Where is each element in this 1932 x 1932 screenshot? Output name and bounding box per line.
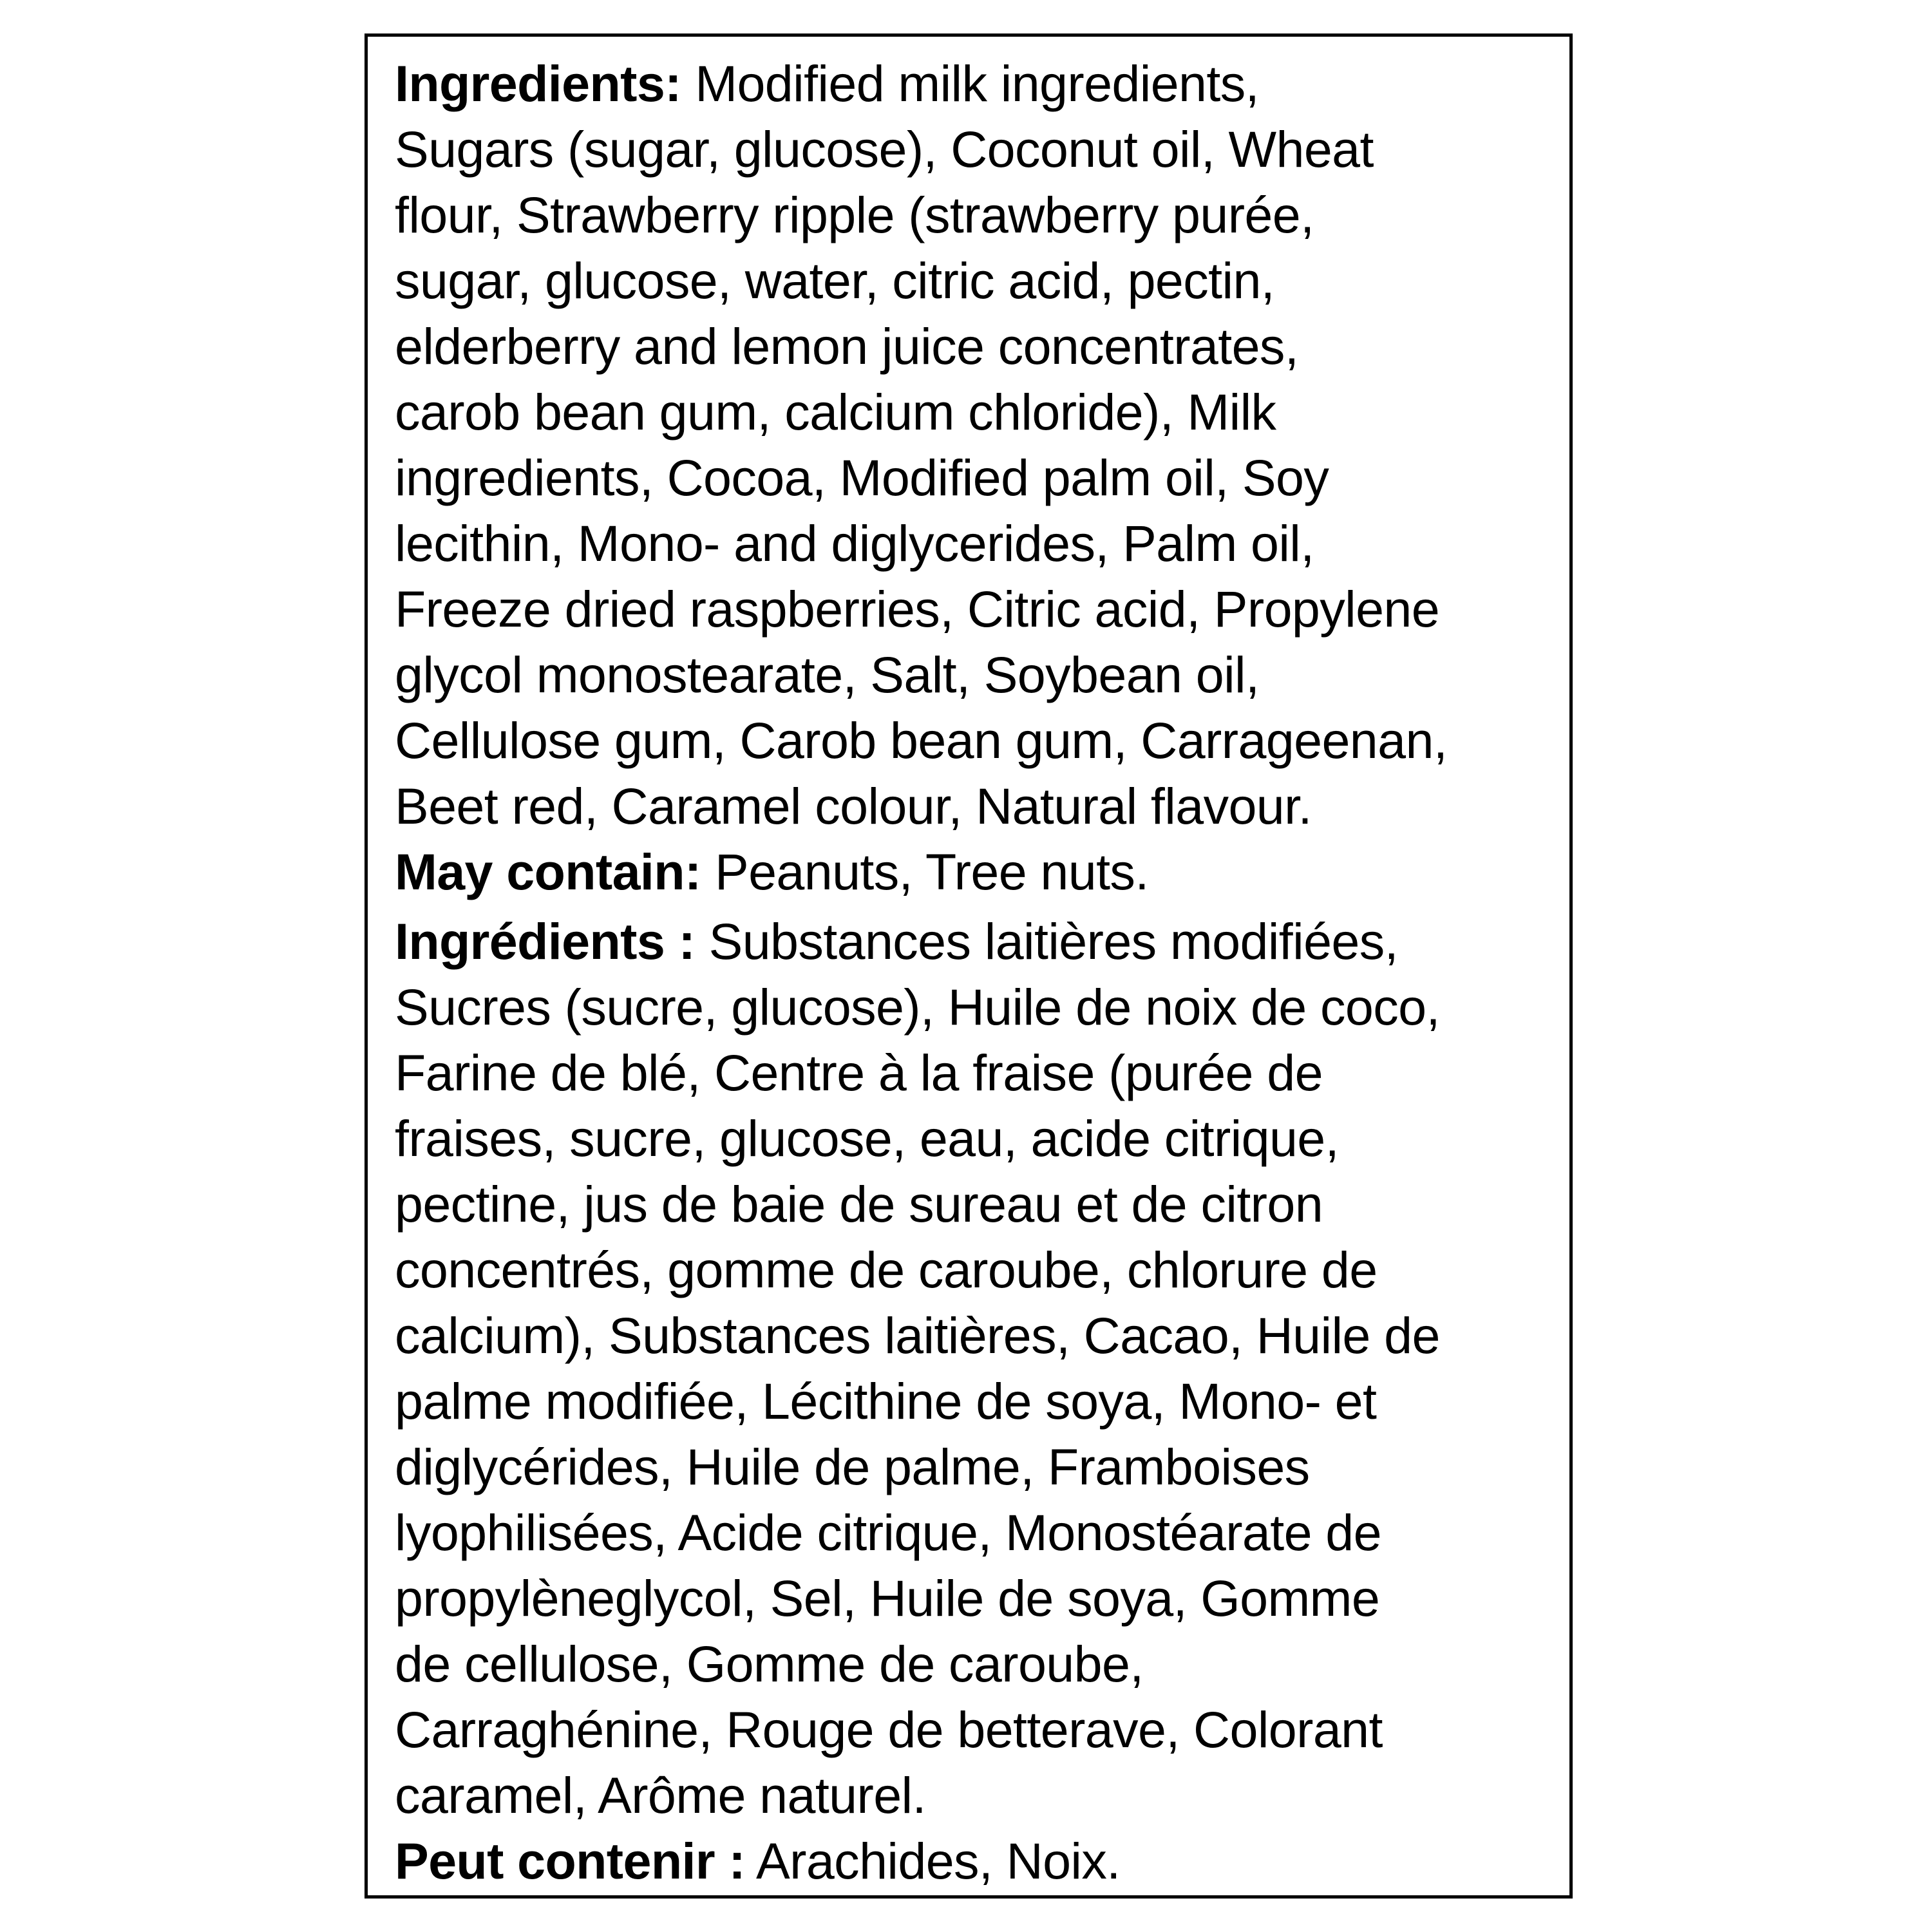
english-ingredients-line-3: flour, Strawberry ripple (strawberry purée,: [395, 186, 1314, 243]
french-ingredients-line-9: diglycérides, Huile de palme, Framboises: [395, 1438, 1310, 1495]
english-ingredients-line-10: glycol monostearate, Salt, Soybean oil,: [395, 646, 1260, 703]
french-ingredients-panel: [395, 909, 1569, 1894]
french-ingredients-line-14: caramel, Arôme naturel.: [395, 1766, 926, 1824]
french-may-contain-text: Arachides, Noix.: [745, 1832, 1121, 1889]
french-may-contain-heading: Peut contenir :: [395, 1832, 746, 1889]
english-ingredients-line-5: elderberry and lemon juice concentrates,: [395, 317, 1299, 375]
french-ingredients-text: Substances laitières modifiées,: [695, 913, 1398, 970]
french-ingredients-line-10: lyophilisées, Acide citrique, Monostéarate de: [395, 1504, 1381, 1561]
french-ingredients-line-1: [395, 909, 1569, 974]
english-ingredients-line-12: Beet red, Caramel colour, Natural flavour.: [395, 777, 1312, 835]
french-ingredients-line-4: fraises, sucre, glucose, eau, acide citrique,: [395, 1110, 1339, 1167]
english-ingredients-panel: [395, 51, 1569, 905]
ingredients-label-box: [365, 33, 1573, 1899]
english-ingredients-line-9: Freeze dried raspberries, Citric acid, Propylene: [395, 580, 1440, 638]
english-ingredients-line-11: Cellulose gum, Carob bean gum, Carrageenan,: [395, 712, 1448, 769]
english-ingredients-line-4: sugar, glucose, water, citric acid, pectin,: [395, 252, 1275, 309]
english-ingredients-line-6: carob bean gum, calcium chloride), Milk: [395, 383, 1276, 440]
english-ingredients-line-8: lecithin, Mono- and diglycerides, Palm oil,: [395, 515, 1314, 572]
english-ingredients-heading: Ingredients:: [395, 55, 681, 112]
french-ingredients-line-12: de cellulose, Gomme de caroube,: [395, 1635, 1144, 1692]
english-ingredients-line-7: ingredients, Cocoa, Modified palm oil, Soy: [395, 449, 1329, 506]
french-ingredients-line-2: Sucres (sucre, glucose), Huile de noix de coco,: [395, 978, 1440, 1036]
english-ingredients-text: Modified milk ingredients,: [681, 55, 1259, 112]
english-may-contain-text: Peanuts, Tree nuts.: [701, 843, 1149, 900]
french-ingredients-line-7: calcium), Substances laitières, Cacao, Huile de: [395, 1307, 1440, 1364]
french-may-contain-line: [395, 1828, 1569, 1894]
english-ingredients-line-2: Sugars (sugar, glucose), Coconut oil, Wheat: [395, 120, 1374, 178]
french-ingredients-heading: Ingrédients :: [395, 913, 696, 970]
french-ingredients-line-6: concentrés, gomme de caroube, chlorure de: [395, 1241, 1378, 1298]
french-ingredients-line-3: Farine de blé, Centre à la fraise (purée de: [395, 1044, 1323, 1101]
english-ingredients-line-1: [395, 51, 1569, 117]
english-may-contain-line: [395, 839, 1569, 905]
french-ingredients-line-11: propylèneglycol, Sel, Huile de soya, Gomme: [395, 1569, 1380, 1627]
english-may-contain-heading: May contain:: [395, 843, 701, 900]
french-ingredients-line-8: palme modifiée, Lécithine de soya, Mono- et: [395, 1372, 1377, 1430]
french-ingredients-line-13: Carraghénine, Rouge de betterave, Colorant: [395, 1701, 1383, 1758]
french-ingredients-line-5: pectine, jus de baie de sureau et de citron: [395, 1175, 1323, 1233]
